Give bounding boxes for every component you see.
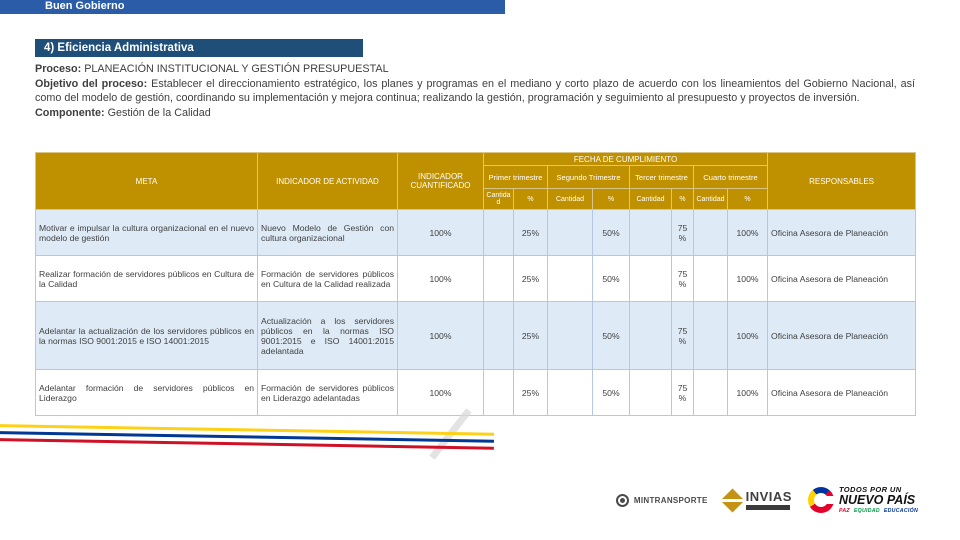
proceso-label: Proceso: — [35, 63, 82, 75]
t4-pct-cell: 100% — [728, 302, 768, 370]
col-header-segundo-trimestre: Segundo Trimestre — [548, 166, 630, 189]
table-row — [36, 302, 916, 370]
compliance-table — [35, 152, 916, 416]
indicador-cell: Actualización a los servidores públicos en la normas ISO 9001:2015 e ISO 14001:2015 adelantada — [258, 302, 398, 370]
indicador-cell: Nuevo Modelo de Gestión con cultura organizacional — [258, 210, 398, 256]
col-header-cuarto-trimestre: Cuarto trimestre — [694, 166, 768, 189]
t1-pct-cell: 25% — [514, 370, 548, 416]
nuevo-pais-logo — [808, 486, 918, 514]
subheader-t4-cantidad: Cantidad — [694, 189, 728, 210]
subheader-t2-pct: % — [593, 189, 630, 210]
responsable-cell: Oficina Asesora de Planeación — [768, 210, 916, 256]
col-header-meta: META — [36, 153, 258, 210]
mintransporte-logo — [616, 494, 708, 507]
t1-cantidad-cell — [484, 302, 514, 370]
t4-pct-cell: 100% — [728, 210, 768, 256]
footer-logos — [590, 478, 918, 522]
mintransporte-label: MINTRANSPORTE — [633, 495, 708, 505]
subheader-t3-cantidad: Cantidad — [630, 189, 672, 210]
subheader-t4-pct: % — [728, 189, 768, 210]
nuevo-pais-line1: TODOS POR UN — [838, 485, 902, 494]
responsable-cell: Oficina Asesora de Planeación — [768, 302, 916, 370]
invias-logo — [724, 490, 792, 510]
componente-line — [35, 106, 915, 121]
t4-pct-cell: 100% — [728, 256, 768, 302]
subheader-t1-cantidad: Cantidad — [484, 189, 514, 210]
t3-cantidad-cell — [630, 370, 672, 416]
t2-pct-cell: 50% — [593, 210, 630, 256]
t2-pct-cell: 50% — [593, 302, 630, 370]
t3-pct-cell: 75 % — [672, 256, 694, 302]
cuantificado-cell: 100% — [398, 256, 484, 302]
table-row — [36, 256, 916, 302]
objetivo-label: Objetivo del proceso: — [35, 77, 148, 90]
invias-label: INVIAS — [745, 489, 792, 504]
subheader-t2-cantidad: Cantidad — [548, 189, 593, 210]
t1-cantidad-cell — [484, 210, 514, 256]
top-banner — [0, 0, 505, 14]
t3-cantidad-cell — [630, 256, 672, 302]
intro-text-block — [35, 62, 915, 121]
section-title-bar — [35, 39, 363, 57]
t2-cantidad-cell — [548, 256, 593, 302]
t2-pct-cell: 50% — [593, 370, 630, 416]
t2-cantidad-cell — [548, 210, 593, 256]
flag-stripes — [0, 424, 494, 454]
t3-pct-cell: 75 % — [672, 370, 694, 416]
responsable-cell: Oficina Asesora de Planeación — [768, 370, 916, 416]
objetivo-line — [35, 77, 915, 106]
invias-subtitle-strip — [746, 505, 790, 510]
proceso-line — [35, 62, 915, 77]
proceso-text: PLANEACIÓN INSTITUCIONAL Y GESTIÓN PRESUPUESTAL — [84, 63, 389, 75]
nuevo-pais-swirl-icon — [808, 487, 834, 513]
invias-diamond-icon — [720, 488, 744, 512]
componente-label: Componente: — [35, 107, 105, 120]
t3-pct-cell: 75 % — [672, 302, 694, 370]
col-header-indicador-cuantificado: INDICADOR CUANTIFICADO — [398, 153, 484, 210]
col-header-primer-trimestre: Primer trimestre — [484, 166, 548, 189]
t1-cantidad-cell — [484, 256, 514, 302]
t4-cantidad-cell — [694, 302, 728, 370]
meta-cell: Adelantar formación de servidores públicos en Liderazgo — [36, 370, 258, 416]
componente-text: Gestión de la Calidad — [107, 107, 211, 120]
t4-cantidad-cell — [694, 370, 728, 416]
t2-pct-cell: 50% — [593, 256, 630, 302]
col-header-indicador-actividad: INDICADOR DE ACTIVIDAD — [258, 153, 398, 210]
col-header-responsables: RESPONSABLES — [768, 153, 916, 210]
objetivo-text: Establecer el direccionamiento estratégico, los planes y programas en el mediano y corto plazo de acuerdo con los lineamientos del Gobierno Nacional, así como del modelo de gestión, coordinando su implementación y mejora continua; realizando la gestión, programación y seguimiento al presupuesto y proyectos de inversión. — [35, 77, 915, 105]
nuevo-pais-tagline — [839, 508, 918, 514]
indicador-cell: Formación de servidores públicos en Cultura de la Calidad realizada — [258, 256, 398, 302]
col-header-fecha-cumplimiento: FECHA DE CUMPLIMIENTO — [484, 153, 768, 166]
section-title: 4) Eficiencia Administrativa — [44, 42, 194, 54]
t4-pct-cell: 100% — [728, 370, 768, 416]
t1-pct-cell: 25% — [514, 302, 548, 370]
top-banner-title: Buen Gobierno — [45, 0, 125, 12]
tagline-word: PAZ — [838, 508, 850, 514]
t1-pct-cell: 25% — [514, 256, 548, 302]
t1-cantidad-cell — [484, 370, 514, 416]
tagline-word: EDUCACIÓN — [883, 508, 918, 514]
meta-cell: Adelantar la actualización de los servidores públicos en la normas ISO 9001:2015 e ISO 14001:2015 — [36, 302, 258, 370]
t4-cantidad-cell — [694, 210, 728, 256]
col-header-tercer-trimestre: Tercer trimestre — [630, 166, 694, 189]
cuantificado-cell: 100% — [398, 302, 484, 370]
subheader-t3-pct: % — [672, 189, 694, 210]
table-row — [36, 210, 916, 256]
t2-cantidad-cell — [548, 302, 593, 370]
tagline-word: EQUIDAD — [853, 508, 880, 514]
t3-cantidad-cell — [630, 210, 672, 256]
subheader-t1-pct: % — [514, 189, 548, 210]
t3-cantidad-cell — [630, 302, 672, 370]
indicador-cell: Formación de servidores públicos en Liderazgo adelantadas — [258, 370, 398, 416]
t4-cantidad-cell — [694, 256, 728, 302]
mintransporte-emblem-icon — [616, 494, 629, 507]
cuantificado-cell: 100% — [398, 370, 484, 416]
responsable-cell: Oficina Asesora de Planeación — [768, 256, 916, 302]
nuevo-pais-line2: NUEVO PAÍS — [838, 492, 916, 507]
t1-pct-cell: 25% — [514, 210, 548, 256]
cuantificado-cell: 100% — [398, 210, 484, 256]
meta-cell: Realizar formación de servidores públicos en Cultura de la Calidad — [36, 256, 258, 302]
t3-pct-cell: 75 % — [672, 210, 694, 256]
t2-cantidad-cell — [548, 370, 593, 416]
table-row — [36, 370, 916, 416]
meta-cell: Motivar e impulsar la cultura organizacional en el nuevo modelo de gestión — [36, 210, 258, 256]
